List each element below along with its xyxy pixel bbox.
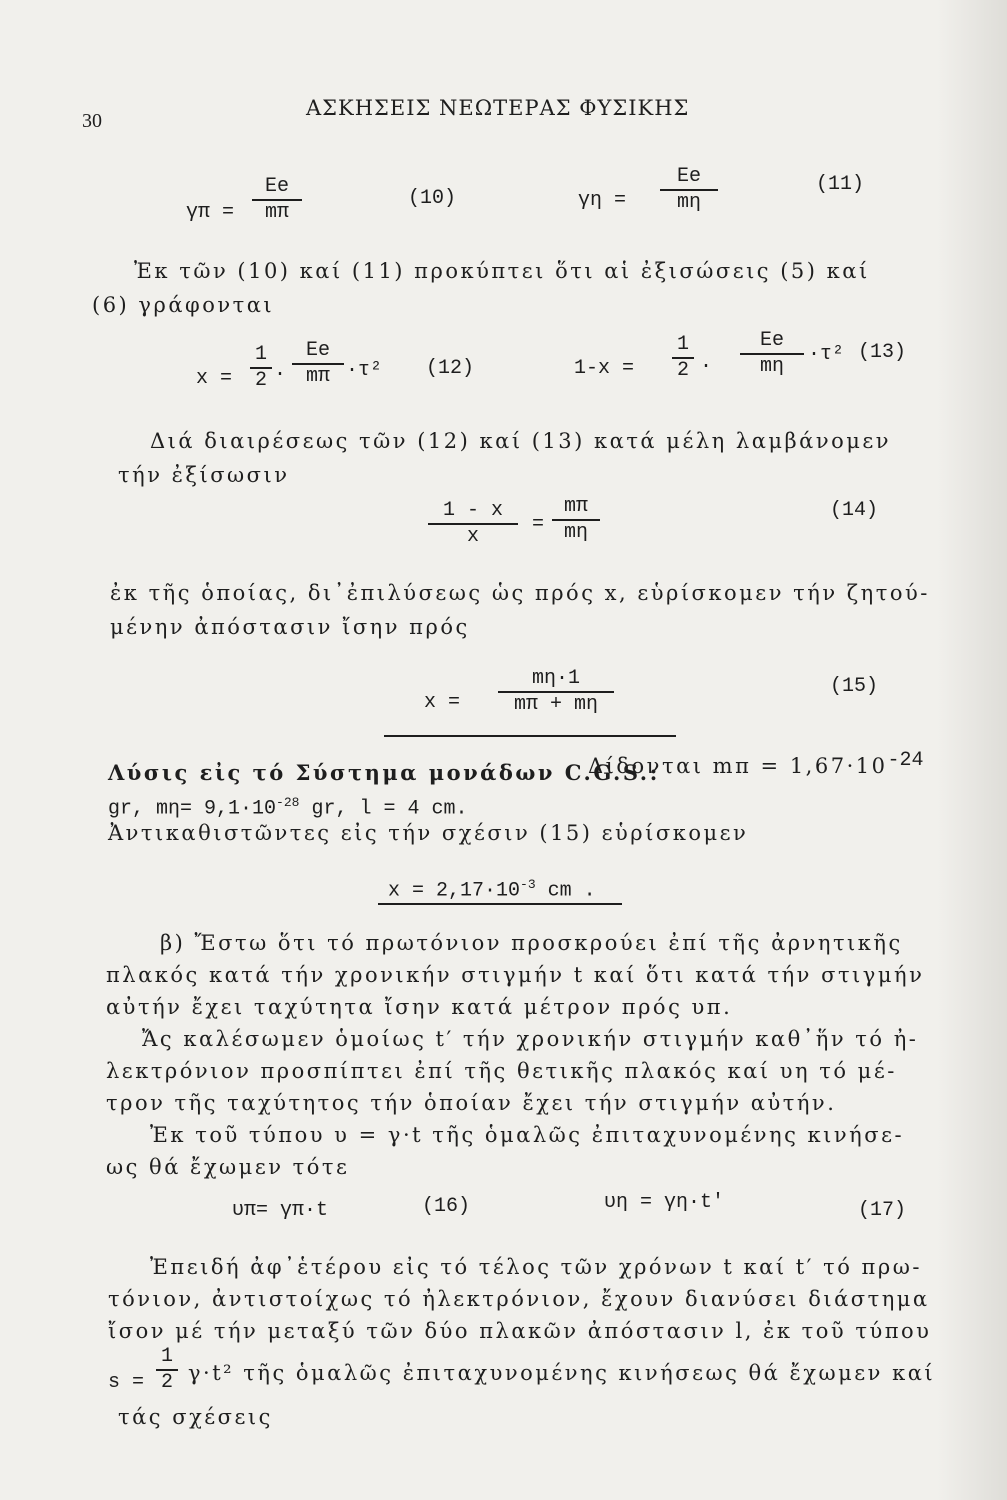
text-line: Διά διαιρέσεως τῶν (12) καί (13) κατά μέλη λαμβάνομεν [150,429,892,453]
eq12-tail: ·τ² [346,359,383,382]
eq14-right-fraction [552,496,600,544]
eq15-fraction [498,668,614,716]
eq13-tag: (13) [858,341,907,364]
eq17-tag: (17) [858,1199,907,1222]
eq15-numerator: mη·1 [531,667,580,690]
text-line: μένην ἀπόστασιν ἴσην πρός [110,615,470,639]
exponent: -3 [520,877,536,892]
result-underline [378,903,622,905]
eq11-tag: (11) [816,173,865,196]
eq14-right-numerator: mπ [563,495,588,518]
eq12-fraction [292,340,344,388]
exponent: -24 [887,749,924,772]
eq14-left-fraction [428,500,518,548]
text-line: λεκτρόνιον προσπίπτει ἐπί τῆς θετικῆς πλακός καί υη τό μέ- [106,1059,897,1083]
result [388,872,596,905]
eq12-numerator: Εe [305,339,330,362]
text-line: (6) γράφονται [92,293,275,317]
eq12-denominator: mπ [305,365,330,388]
s-half-num: 1 [160,1345,173,1368]
running-head: ΑΣΚΗΣΕΙΣ ΝΕΩΤΕΡΑΣ ΦΥΣΙΚΗΣ [306,96,690,120]
eq13-half-den: 2 [676,359,689,382]
eq13-dot: · [700,355,713,378]
s-formula-lhs: s = [108,1371,145,1394]
text-line: Ἐκ τῶν (10) καί (11) προκύπτει ὅτι αἱ ἐξισώσεις (5) καί [134,259,870,283]
separator-rule [384,735,676,737]
eq12-dot: · [274,363,287,386]
eq13-fraction [740,330,804,378]
eq13-half [672,334,694,382]
eq16-tag: (16) [422,1195,471,1218]
values-a: gr, mη= 9,1·10 [108,797,277,821]
page-number: 30 [82,110,102,132]
eq10-numerator: Εe [264,175,289,198]
text-line: ἐκ τῆς ὁποίας, δι᾽ἐπιλύσεως ὡς πρός x, εὑρίσκομεν τήν ζητού- [110,581,930,605]
eq14-right-denominator: mη [563,521,588,544]
text-line: πλακός κατά τήν χρονικήν στιγμήν t καί ὅτι κατά τήν στιγμήν [106,963,925,987]
solution-values [108,790,467,823]
eq11-denominator: mη [676,191,701,214]
text-line: τήν ἐξίσωσιν [118,463,290,487]
eq13-denominator: mη [759,355,784,378]
eq12-half [250,344,272,392]
solution-given [588,748,924,782]
eq13-lhs: 1-x = [574,357,635,380]
text-line: Ἄς καλέσωμεν ὁμοίως t′ τήν χρονικήν στιγμήν καθ᾽ἥν τό ἠ- [142,1027,919,1051]
eq13-half-num: 1 [676,333,689,356]
text-line: ως θά ἔχωμεν τότε [106,1155,350,1179]
eq11-numerator: Εe [676,165,701,188]
eq14-numerator: 1 - x [442,499,503,522]
text-line: τρον τῆς ταχύτητος τήν ὁποίαν ἔχει τήν στιγμήν αὐτήν. [106,1091,837,1115]
solution-heading: Λύσις εἰς τό Σύστημα μονάδων C.G.S.: [108,760,660,785]
result-unit: cm . [535,879,596,903]
text-line: τόνιον, ἀντιστοίχως τό ἠλεκτρόνιον, ἔχουν διανύσει διάστημα [108,1287,930,1311]
text-line: Ἐπειδή ἀφ᾽ἑτέρου εἰς τό τέλος τῶν χρόνων t καί t′ τό πρω- [150,1255,922,1279]
eq14-denominator: x [466,525,479,548]
eq16: υπ= γπ·t [232,1199,329,1222]
eq10-fraction [252,176,302,224]
text-line: γ·t² τῆς ὁμαλῶς ἐπιταχυνομένης κινήσεως θά ἔχωμεν καί [188,1361,936,1385]
given-text: Δίδονται mπ = 1,67·10 [588,754,888,778]
page-edge-shadow [937,0,1007,1500]
exponent: -28 [276,795,300,810]
eq10-tag: (10) [408,187,457,210]
eq15-tag: (15) [830,675,879,698]
eq11-lhs: γη = [578,189,627,212]
eq14-tag: (14) [830,499,879,522]
s-half-den: 2 [160,1371,173,1394]
values-b: gr, l = 4 cm. [299,797,468,821]
text-line: αὐτήν ἔχει ταχύτητα ἴσην κατά μέτρον πρός υπ. [106,995,733,1019]
eq12-lhs: x = [196,367,233,390]
s-formula-half [156,1346,178,1394]
text-line: Ἐκ τοῦ τύπου υ = γ·t τῆς ὁμαλῶς ἐπιταχυνομένης κινήσε- [150,1123,905,1147]
text-line: τάς σχέσεις [118,1405,273,1429]
eq12-tag: (12) [426,357,475,380]
text-line: ἴσον μέ τήν μεταξύ τῶν δύο πλακῶν ἀπόστασιν l, ἐκ τοῦ τύπου [108,1319,932,1343]
eq11-fraction [660,166,718,214]
eq17: υη = γη·t′ [604,1191,725,1214]
text-line: β) Ἔστω ὅτι τό πρωτόνιον προσκρούει ἐπί τῆς ἀρνητικῆς [160,931,903,955]
eq12-half-num: 1 [254,343,267,366]
eq12-half-den: 2 [254,369,267,392]
text-line: Ἀντικαθιστῶντες εἰς τήν σχέσιν (15) εὑρίσκομεν [108,821,749,845]
eq15-denominator: mπ + mη [513,693,598,716]
eq13-numerator: Εe [759,329,784,352]
eq14-equals: = [532,513,545,536]
eq10-denominator: mπ [264,201,289,224]
eq13-tail: ·τ² [808,343,845,366]
eq10-lhs: γπ = [186,201,235,224]
result-base: x = 2,17·10 [388,879,521,903]
eq15-lhs: x = [424,691,461,714]
